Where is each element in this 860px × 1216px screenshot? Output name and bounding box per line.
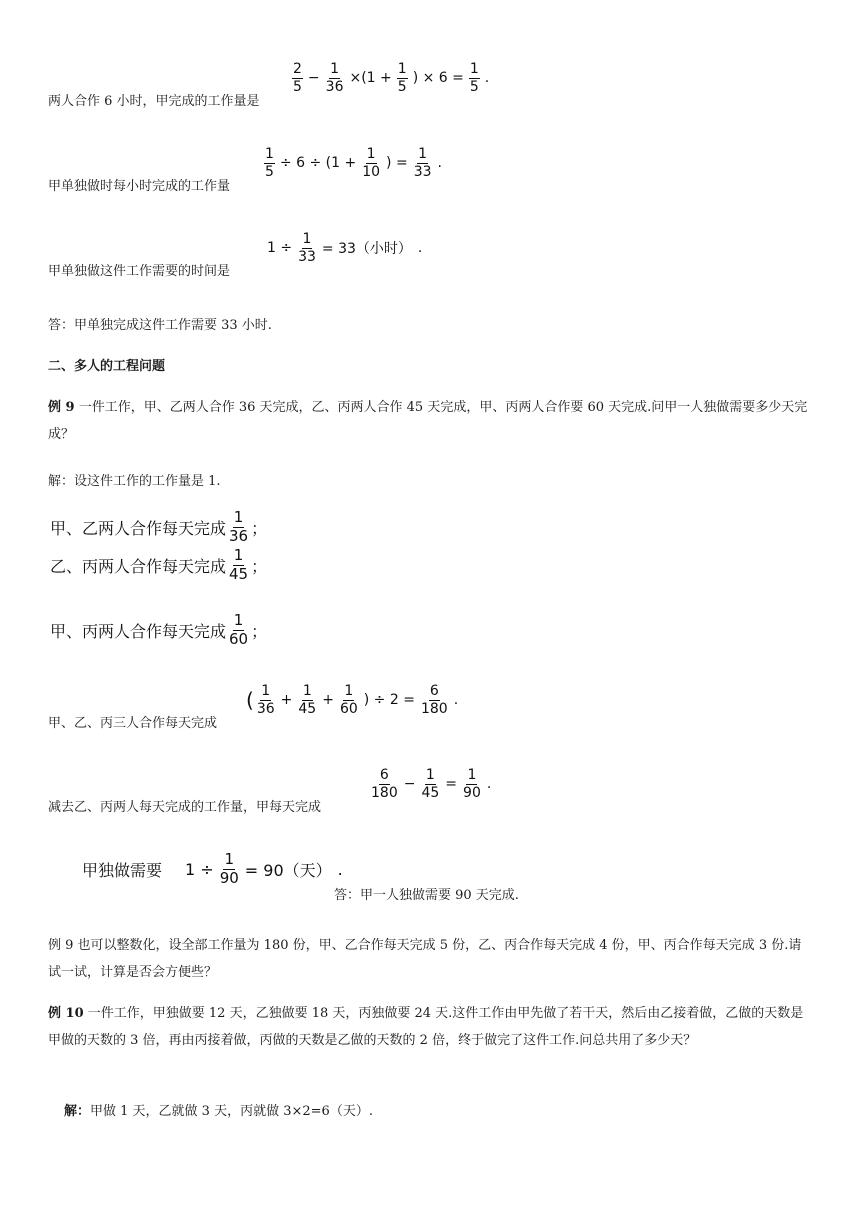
example-9-problem <box>48 394 812 448</box>
solution-10-body: 甲做 1 天，乙就做 3 天，丙就做 3×2=6（天）. <box>90 1104 373 1119</box>
hourly-work-text: 甲单独做时每小时完成的工作量 <box>48 179 231 194</box>
solution-10 <box>64 1100 373 1119</box>
three-people-rate-text: 甲、乙、丙三人合作每天完成 <box>48 716 218 731</box>
section-heading: 二、多人的工程问题 <box>48 359 166 374</box>
subtract-rate-text: 减去乙、丙两人每天完成的工作量，甲每天完成 <box>48 800 322 815</box>
formula-line-3: 1 ÷ $\frac{1}{33}$ = 33（小时） . <box>267 231 423 265</box>
formula-line-4: ( $\frac{1}{36}$ + $\frac{1}{45}$ + $\frac{1}{60}$ ) ÷ 2 = $\frac{6}{180}$ . <box>246 683 459 717</box>
example-9-label: 例 9 <box>48 400 75 415</box>
answer-33-hours: 答：甲单独完成这件工作需要 33 小时. <box>48 318 272 333</box>
answer-90-days: 答：甲一人独做需要 90 天完成. <box>334 888 519 903</box>
rate-jia-bing: 甲、丙两人合作每天完成 $\frac{1}{60}$ ； <box>50 611 268 648</box>
formula-line-2: $\frac{1}{5}$ ÷ 6 ÷ (1 + $\frac{1}{10}$ ) = $\frac{1}{33}$ . <box>265 146 442 180</box>
rate-yi-bing: 乙、丙两人合作每天完成 $\frac{1}{45}$ ； <box>50 546 268 583</box>
formula-line-1: $\frac{2}{5}$ − $\frac{1}{36}$ ×(1 + $\frac{1}{5}$ ) × 6 = $\frac{1}{5}$ . <box>293 61 490 95</box>
solution-10-label: 解： <box>64 1104 91 1119</box>
example-10-problem <box>48 1000 812 1054</box>
example-9-note: 例 9 也可以整数化，设全部工作量为 180 份，甲、乙合作每天完成 5 份，乙、丙合作每天完成 4 份，甲、丙合作每天完成 3 份.请试一试，计算是否会方便些？ <box>48 938 802 980</box>
example-9-body: 一件工作，甲、乙两人合作 36 天完成，乙、丙两人合作 45 天完成，甲、丙两人合作要 60 天完成.问甲一人独做需要多少天完成？ <box>48 400 808 442</box>
total-time-text: 甲单独做这件工作需要的时间是 <box>48 264 231 279</box>
formula-line-5: $\frac{6}{180}$ − $\frac{1}{45}$ = $\frac{1}{90}$ . <box>371 767 492 801</box>
solution-9-setup: 解：设这件工作的工作量是 1. <box>48 474 221 489</box>
jia-alone-days-formula: 甲独做需要 1 ÷ $\frac{1}{90}$ = 90（天） . <box>82 850 343 887</box>
work-6-hours-text: 两人合作 6 小时，甲完成的工作量是 <box>48 94 260 109</box>
example-10-label: 例 10 <box>48 1006 84 1021</box>
example-10-body: 一件工作，甲独做要 12 天，乙独做要 18 天，丙独做要 24 天.这件工作由甲先做了若干天，然后由乙接着做，乙做的天数是甲做的天数的 3 倍，再由丙接着做，丙做的天数是乙做的天数的 2 倍，终于做完了这件工作.问总共用了多少天？ <box>48 1006 804 1048</box>
rate-jia-yi: 甲、乙两人合作每天完成 $\frac{1}{36}$ ； <box>50 508 268 545</box>
